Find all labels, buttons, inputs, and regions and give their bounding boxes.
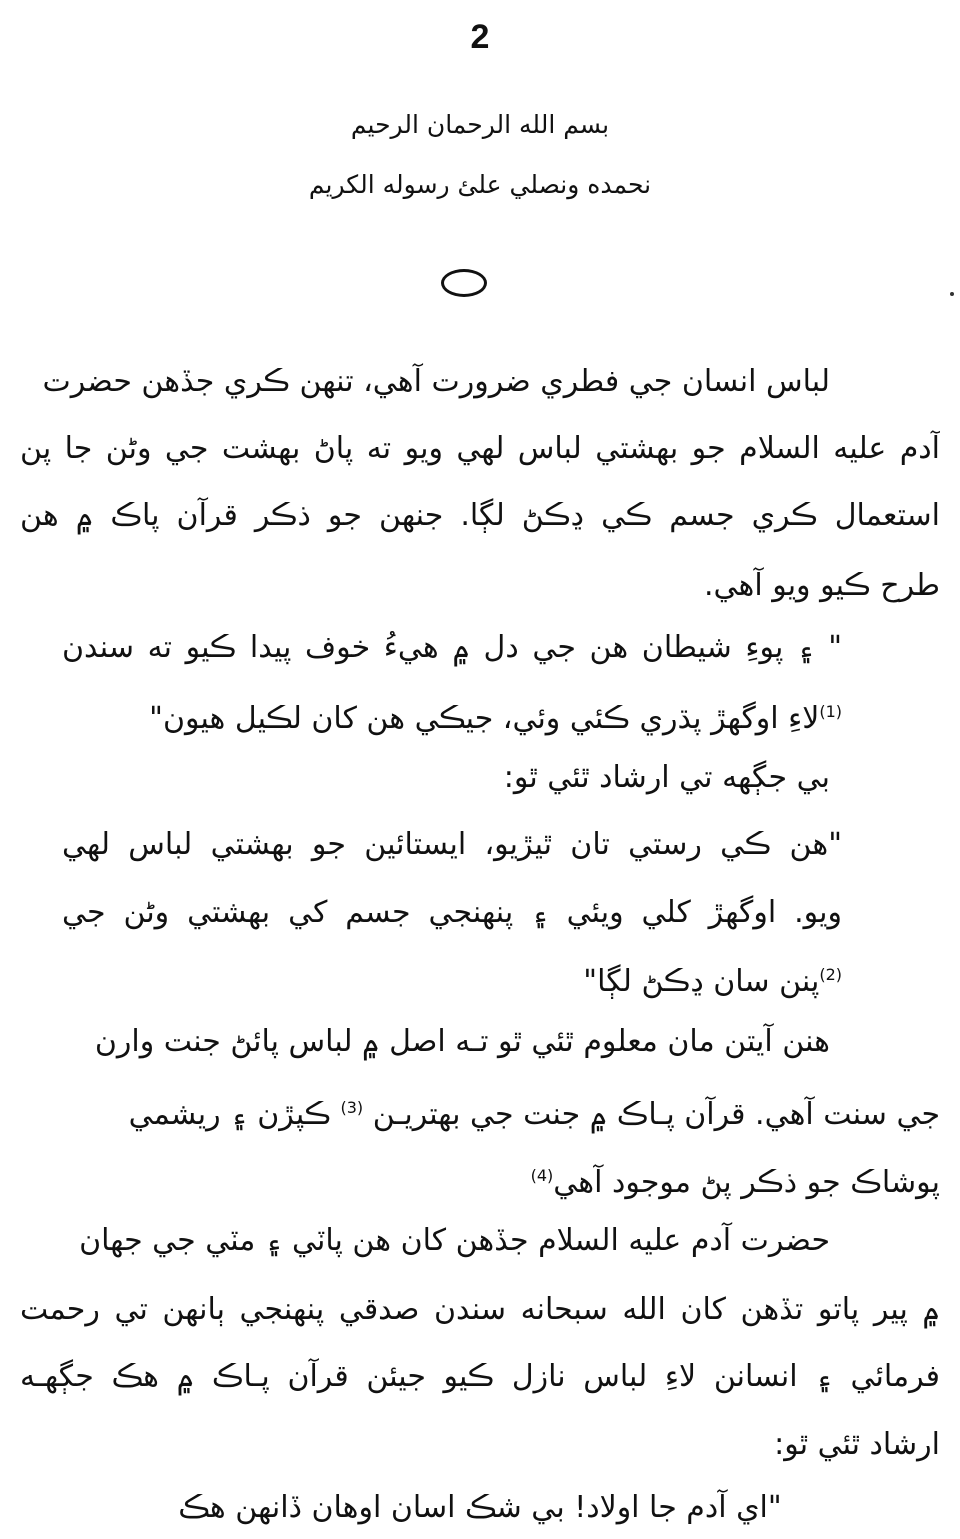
paragraph-1-line-3: استعمال ڪري جسم ڪي ڍڪڻ لڳا. جنهن جو ذڪر قرآن پاڪ ۾ هن xyxy=(20,498,940,533)
page-number: 2 xyxy=(470,18,490,56)
footnote-marker-2: (2) xyxy=(819,965,842,984)
paragraph-1-line-1: لباس انسان جي فطري ضرورت آهي، تنهن ڪري جڏهن حضرت xyxy=(42,364,830,399)
paragraph-1-line-4: طرح ڪيو ويو آهي. xyxy=(703,568,940,603)
paragraph-2-line-1: بي جڳهه تي ارشاد ٿئي ٿو: xyxy=(503,760,830,795)
paragraph-4-line-1: حضرت آدم عليه السلام جڏهن کان هن پاٽي ۽ مٽي جي جهان xyxy=(79,1223,830,1258)
paragraph-4-line-3: فرمائي ۽ انسانن لاءِ لباس نازل ڪيو جيئن قرآن پـاڪ ۾ هڪ جڳهـه xyxy=(20,1359,940,1394)
salutation-heading: نحمده ونصلي علئ رسوله الكريم xyxy=(308,170,652,199)
paragraph-3-line-2 xyxy=(20,1088,940,1135)
footnote-marker-4: (4) xyxy=(530,1166,554,1185)
paragraph-3-line-3 xyxy=(20,1156,940,1203)
paragraph-4-line-4: ارشاد ٿئي ٿو: xyxy=(774,1427,940,1462)
quote-1-line-2-text: لاءِ اوگهڙ پڌري ڪئي وئي، جيڪي هن کان لڪيل هيون" xyxy=(149,701,820,736)
paragraph-1-line-2: آدم عليه السلام جو بهشتي لباس لهي ويو ته پاڻ بهشت جي وڻن جا پن xyxy=(20,431,940,466)
footnote-marker-1: (1) xyxy=(819,702,842,721)
paragraph-3-line-2-end: ڪپڙن ۽ ريشمي xyxy=(128,1097,331,1132)
scan-speck xyxy=(950,292,954,296)
paragraph-3-line-2-text: جي سنت آهي. قرآن پـاڪ ۾ جنت جي بهتريـن xyxy=(372,1097,940,1132)
quote-2-line-1: "هن ڪي رستي تان ٿيڙيو، ايستائين جو بهشتي لباس لهي xyxy=(62,827,842,862)
paragraph-3-line-1: هنن آيتن مان معلوم ٿئي ٿو تـه اصل ۾ لباس پائڻ جنت وارن xyxy=(94,1024,830,1059)
quote-2-line-3 xyxy=(62,955,842,1002)
quote-3-line-1: "اي آدم جا اولاد! بي شڪ اسان اوهان ڏانهن هڪ xyxy=(178,1490,782,1525)
quote-2-line-3-text: پنن سان ڍڪڻ لڳا" xyxy=(583,964,820,999)
paragraph-4-line-2: ۾ پير پاتو تڏهن کان الله سبحانه سندن صدقي پنهنجي ٻانهن تي رحمت xyxy=(20,1292,940,1327)
quote-1-line-2 xyxy=(62,692,842,739)
footnote-marker-3: (3) xyxy=(340,1098,364,1117)
paragraph-3-line-3-text: پوشاڪ جو ذڪر پڻ موجود آهي xyxy=(553,1165,940,1200)
oval-ornament-icon xyxy=(441,269,487,297)
quote-2-line-2: ويو. اوگهڙ کلي ويئي ۽ پنهنجي جسم کي بهشتي وڻن جي xyxy=(62,895,842,930)
quote-1-line-1: " ۽ پوءِ شيطان هن جي دل ۾ هيءُ خوف پيدا ڪيو ته سندن xyxy=(62,630,842,665)
bismillah-heading: بسم الله الرحمان الرحيم xyxy=(350,110,610,139)
